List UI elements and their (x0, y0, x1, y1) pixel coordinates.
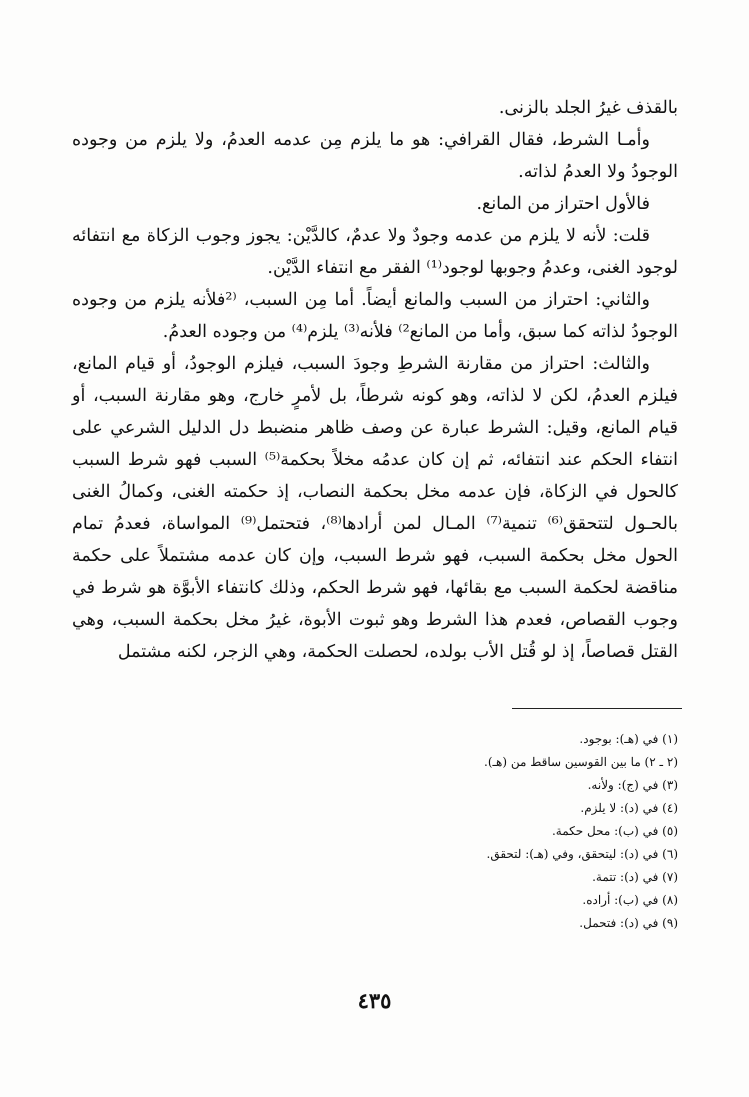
footnote-3: (٣) في (ج): ولأنه. (587, 778, 678, 792)
footnote-9: (٩) في (د): فتحمل. (579, 916, 678, 930)
page-number: ٤٣٥ (357, 988, 392, 1013)
footnote-4: (٤) في (د): لا يلزم. (580, 801, 678, 815)
footnote-1: (١) في (هـ): بوجود. (579, 732, 678, 746)
footnote-7: (٧) في (د): تتمة. (592, 870, 678, 884)
paragraph-1: بالقذف غيرُ الجلد بالزنى. (498, 98, 678, 118)
footnote-8: (٨) في (ب): أراده. (582, 893, 678, 907)
footnote-6: (٦) في (د): ليتحقق، وفي (هـ): لتحقق. (486, 847, 678, 861)
main-text (72, 92, 678, 668)
paragraph-3: فالأول احتراز من المانع. (476, 194, 650, 214)
paragraph-4: قلت: لأنه لا يلزم من عدمه وجودٌ ولا عدمٌ، كالدَّيْن: يجوز وجوب الزكاة مع انتفائه لوجود الغنى، وعدمُ وجوبها لوجود⁽¹⁾ الفقر مع انتفاء الدَّيْن. (72, 226, 678, 278)
paragraph-6: والثالث: احتراز من مقارنة الشرطِ وجودَ السبب، فيلزم الوجودُ، أو قيام المانع، فيلزم العدمُ، لكن لا لذاته، وهو كونه شرطاً، بل لأمرٍ خارج، وهو مقارنة السبب، أو قيام المانع، وقيل: الشرط عبارة عن وصف ظاهر منضبط دل الدليل الشرعي على انتفاء الحكم عند انتفائه، ثم إن كان عدمُه مخلاً بحكمة⁽⁵⁾ السبب فهو شرط السبب كالحول في الزكاة، فإن عدمه مخل بحكمة النصاب، إذ حكمته الغنى، وكمالُ الغنى بالحـول لتتحقق⁽⁶⁾ تنمية⁽⁷⁾ المـال لمن أرادها⁽⁸⁾، فتحتمل⁽⁹⁾ المواساة، فعدمُ تمام الحول مخل بحكمة السبب، فهو شرط السبب، وإن كان عدمه مشتملاً على حكمة مناقضة لحكمة السبب مع بقائها، فهو شرط الحكم، وذلك كانتفاء الأبوَّة هو شرط في وجوب القصاص، فعدم هذا الشرط وهو ثبوت الأبوة، غيرُ مخل بحكمة السبب، وهي القتل قصاصاً، إذ لو قُتل الأب بولده، لحصلت الحكمة، وهي الزجر، لكنه مشتمل (72, 354, 678, 662)
paragraph-2: وأمـا الشرط، فقال القرافي: هو ما يلزم مِن عدمه العدمُ، ولا يلزم من وجوده الوجودُ ولا العدمُ لذاته. (72, 130, 678, 182)
footnote-2: (٢ ـ ٢) ما بين القوسين ساقط من (هـ). (484, 755, 678, 769)
footnotes (120, 728, 678, 935)
paragraph-5: والثاني: احتراز من السبب والمانع أيضاً. أما مِن السبب، ⁽²فلأنه يلزم من وجوده الوجودُ لذاته كما سبق، وأما من المانع²⁾ فلأنه⁽³⁾ يلزم⁽⁴⁾ من وجوده العدمُ. (72, 290, 678, 342)
footnote-5: (٥) في (ب): محل حكمة. (551, 824, 678, 838)
footnote-divider (512, 708, 682, 709)
